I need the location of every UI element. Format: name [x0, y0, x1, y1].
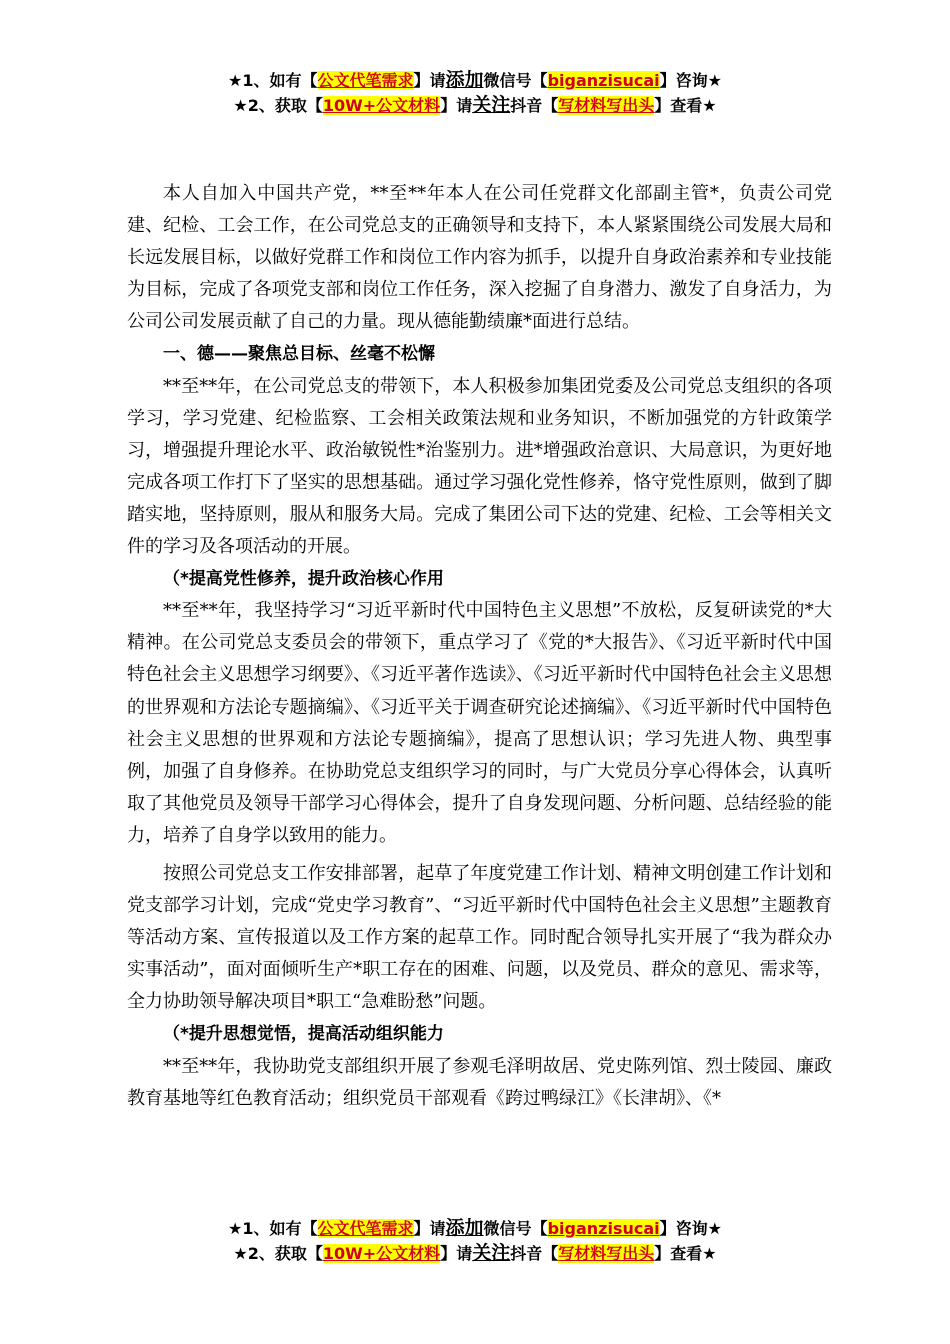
header-line-1-suffix: 】咨询★ — [659, 71, 722, 90]
footer-line-1-highlight-1: 公文代笔需求 — [317, 1219, 414, 1238]
footer-line-2-highlight-2: 写材料写出头 — [558, 1244, 655, 1263]
paragraph-intro: 本人自加入中国共产党，**至**年本人在公司任党群文化部副主管*，负责公司党建、纪检、工会工作，在公司党总支的正确领导和支持下，本人紧紧围绕公司发展大局和长远发展目标，以做好党群工作和岗位工作内容为抓手，以提升自身政治素养和专业技能为目标，完成了各项党支部和岗位工作任务，深入挖掘了自身潜力、激发了自身活力，为公司公司发展贡献了自己的力量。现从德能勤绩廉*面进行总结。 — [127, 183, 832, 333]
footer-line-2-suffix: 】查看★ — [654, 1244, 717, 1263]
paragraph-4: 按照公司党总支工作安排部署，起草了年度党建工作计划、精神文明创建工作计划和党支部学习计划，完成“党史学习教育”、“习近平新时代中国特色社会主义思想”主题教育等活动方案、宣传报道以及工作方案的起草工作。同时配合领导扎实开展了“我为群众办实事活动”，面对面倾听生产*职工存在的困难、问题，以及党员、群众的意见、需求等，全力协助领导解决项目*职工“急难盼愁”问题。 — [127, 862, 832, 1013]
paragraph-5: **至**年，我协助党支部组织开展了参观毛泽明故居、党史陈列馆、烈士陵园、廉政教育基地等红色教育活动；组织党员干部观看《跨过鸭绿江》《长津胡》、《* — [127, 1055, 832, 1109]
document-body — [127, 178, 832, 1115]
paragraph-2: **至**年，在公司党总支的带领下，本人积极参加集团党委及公司党总支组织的各项学习，学习党建、纪检监察、工会相关政策法规和业务知识，不断加强党的方针政策学习，增强提升理论水平、政治敏锐性*治鉴别力。进*增强政治意识、大局意识，为更好地完成各项工作打下了坚实的思想基础。通过学习强化党性修养，恪守党性原则，做到了脚踏实地，坚持原则，服从和服务大局。完成了集团公司下达的党建、纪检、工会等相关文件的学习及各项活动的开展。 — [127, 375, 832, 558]
footer-line-2-mid-2: 抖音【 — [510, 1244, 559, 1263]
header-line-2-highlight-2: 写材料写出头 — [558, 96, 655, 115]
footer-line-2-mid-1: 】请 — [440, 1244, 473, 1263]
header-line-2 — [0, 93, 950, 118]
paragraph-3: **至**年，我坚持学习“习近平新时代中国特色主义思想”不放松，反复研读党的*大精神。在公司党总支委员会的带领下，重点学习了《党的*大报告》、《习近平新时代中国特色社会主义思想学习纲要》、《习近平著作选读》、《习近平新时代中国特色社会主义思想的世界观和方法论专题摘编》、《习近平关于调查研究论述摘编》、《习近平新时代中国特色社会主义思想的世界观和方法论专题摘编》，提高了思想认识；学习先进人物、典型事例，加强了自身修养。在协助党总支组织学习的同时，与广大党员分享心得体会，认真听取了其他党员及领导干部学习心得体会，提升了自身发现问题、分析问题、总结经验的能力，培养了自身学以致用的能力。 — [127, 600, 832, 846]
footer-banner — [0, 1216, 950, 1266]
footer-line-2-prefix: ★2、获取【 — [233, 1244, 323, 1263]
subsection-heading-1: （*提高党性修养，提升政治核心作用 — [163, 569, 444, 590]
footer-line-1-prefix: ★1、如有【 — [228, 1219, 318, 1238]
footer-line-1-emphasis: 添加 — [445, 1217, 484, 1239]
subsection-heading-2: （*提升思想觉悟，提高活动组织能力 — [163, 1024, 444, 1045]
footer-line-1-highlight-2: biganzisucai — [547, 1219, 660, 1238]
header-line-1-highlight-1: 公文代笔需求 — [317, 71, 414, 90]
section-heading-1: 一、德——聚焦总目标、丝毫不松懈 — [163, 344, 435, 365]
header-line-2-mid-1: 】请 — [440, 96, 473, 115]
header-line-1-prefix: ★1、如有【 — [228, 71, 318, 90]
header-line-1-mid-1: 】请 — [413, 71, 446, 90]
footer-line-1-mid-2: 微信号【 — [483, 1219, 548, 1238]
header-line-2-prefix: ★2、获取【 — [233, 96, 323, 115]
footer-line-2-highlight-1: 10W+公文材料 — [322, 1244, 441, 1263]
header-line-1 — [0, 68, 950, 93]
header-banner — [0, 68, 950, 118]
footer-line-1-suffix: 】咨询★ — [659, 1219, 722, 1238]
header-line-2-suffix: 】查看★ — [654, 96, 717, 115]
header-line-1-mid-2: 微信号【 — [483, 71, 548, 90]
footer-line-1 — [0, 1216, 950, 1241]
footer-line-2 — [0, 1241, 950, 1266]
footer-line-2-emphasis: 关注 — [472, 1242, 511, 1264]
header-line-2-highlight-1: 10W+公文材料 — [322, 96, 441, 115]
header-line-2-emphasis: 关注 — [472, 94, 511, 116]
footer-line-1-mid-1: 】请 — [413, 1219, 446, 1238]
header-line-1-highlight-2: biganzisucai — [547, 71, 660, 90]
header-line-1-emphasis: 添加 — [445, 69, 484, 91]
header-line-2-mid-2: 抖音【 — [510, 96, 559, 115]
